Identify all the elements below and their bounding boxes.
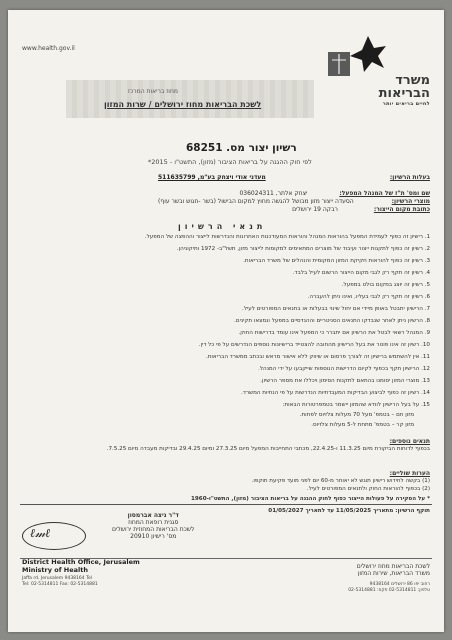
- footer-address-he-line2: טלפון: 02-5314811 פקס: 02-5314881: [348, 588, 430, 593]
- condition-item: 15. על בעל הרישיון לוודא שהמזון יישמר בטמפרטורות הבאות:: [282, 402, 430, 408]
- district-office: מחוז בריאות המרכז: [128, 88, 178, 95]
- product-row: [158, 198, 430, 205]
- address-label: כתובת מקום הייצור:: [373, 206, 430, 213]
- footer-address-he-line1: רחוב יפו 86 ירושלים 9438164: [369, 582, 430, 587]
- condition-item: 14. רשיון זה כפוף לביצוע הבדיקות המעבדתיות הנדרשות על פי הנחיות המשרד.: [241, 390, 430, 396]
- footer-address-en-line1: Jaffa rd. Jerusalem 9438164 Tel: [22, 576, 93, 581]
- remark-line: (2) בכפוף להוראות החוק ולתנאים המפורטים לעיל.: [306, 486, 430, 492]
- ministry-name: [379, 74, 430, 107]
- remark-line: * על הסקירה על פעולות הייצור כפוף לחוק ההגנה על בריאות הציבור (מזון), התשט"ו-1960: [191, 496, 430, 502]
- condition-item: 8. הרשיון ניתן לאחר שנבדקו התנאים הסניטריים וההנדסיים במפעל ונמצאו תקינים.: [234, 318, 430, 324]
- footer-office-he: [357, 563, 430, 577]
- footer-office-en: [22, 558, 140, 574]
- condition-item: 12. הרישיון תקף בכפוף לקיום הדרישות הנוספות שייקבעו על ידי המנהל.: [258, 366, 430, 372]
- conditions-title: תנאי הרשיון: [178, 222, 267, 231]
- holder-row: [390, 174, 430, 181]
- footer-office-en-line1: District Health Office, Jerusalem: [22, 558, 140, 566]
- signatory-name: ד"ר ניצה אברמסון: [127, 512, 179, 519]
- condition-item: 4. רשיון זה תקף רק לגבי מקום הייצור הרשום לעיל בלבד.: [292, 270, 430, 276]
- ministry-slogan: לחיים בריאים יותר: [382, 101, 430, 107]
- condition-bullet: מזון חם – בטמפ' מעל 70 מעלות צלזיוס לפחות.: [299, 412, 414, 418]
- product-label: מוצרי הרשיון:: [391, 198, 430, 205]
- condition-item: 13. מוצרי המזון יסומנו בהתאם לתקנות הסימון ויכללו את מספר הרשיון.: [260, 378, 430, 384]
- product-value: הסעדה ייצור מזון מבושל להגשה מחוץ למקום הבישול (בשר -חגוש ובשר עוף): [158, 198, 354, 205]
- license-document: [8, 10, 444, 632]
- remarks-label: הערות שוליים:: [389, 470, 430, 477]
- condition-item: 1. רישיון זה כפוף לעמידת המפעל בהוראות המנהל והוראות המעודכנות האחרונות והנדרשות לייצור וההפצה של המפעל.: [144, 234, 430, 240]
- footer-office-he-line2: משרד הבריאות, שירות המזון: [357, 570, 430, 577]
- condition-item: 7. הרישיון יתבטל באופן מיידי אם יחול שינוי בבעלות או בתנאים המפורטים לעיל.: [242, 306, 430, 312]
- condition-item: 9. המנהל רשאי לבטל את הרשיון אם יתברר כי המפעל אינו עומד בדרישות החוק.: [238, 330, 430, 336]
- address-value: רבקה 19 ירושלים: [292, 206, 338, 213]
- condition-item: 3. רשיון זה כפוף להוראות חקיקת המזון המקומית והנהלים של משרד הבריאות.: [243, 258, 430, 264]
- divider: [20, 504, 432, 505]
- condition-item: 5. רשיון זה יוצג במקום בולט במפעל.: [341, 282, 430, 288]
- manager-label: שם ומס' ת"ז של המנהל המפעל:: [339, 190, 430, 197]
- notes-label: תנאים נוספים:: [389, 438, 430, 445]
- condition-item: 6. רשיון זה תקף רק לגבי בעליו, ואינו ניתן להעברה.: [307, 294, 430, 300]
- remark-line: (1) בקשה לחידוש רישיון תוגש לא יאוחר מ-60 יום לפני מועד פקיעת תוקפו.: [251, 478, 430, 484]
- condition-item: 10. רשיון זה אינו פוטר את בעל הרישיון מהחובה להצטייד ברישיונות נוספים הנדרשים על פי כל דין.: [198, 342, 430, 348]
- footer-address-he: [348, 582, 430, 594]
- signatory-license: מס' רישיון 20910: [130, 533, 177, 540]
- footer-address-en-line2: Tel: 02-5314811 Fax: 02-5314881: [22, 582, 98, 587]
- address-row: [292, 206, 430, 213]
- manager-row: [239, 190, 430, 197]
- manager-value: יצחק אלתר, 036024311: [239, 190, 308, 197]
- license-title: רשיון יצור מס. 68251: [186, 142, 297, 154]
- condition-item: 2. רשיון זה כפוף לתקנות ייצור ועיבוד של מוצרים המתאימים למקומות לייצור מזון, תשל"ב- 1972 ותיקוניהן.: [176, 246, 430, 252]
- website-url: www.health.gov.il: [22, 45, 75, 52]
- department-name: לשכת הבריאות מחוז ירושלים / שרות המזון: [104, 100, 262, 109]
- license-subtitle: לפי חוק ההגנה על בריאות הציבור (מזון), התשט"ו - 2015*: [148, 158, 312, 166]
- handwritten-signature: ℓ𝓂ℓ: [30, 526, 51, 540]
- footer-office-en-line2: Ministry of Health: [22, 566, 88, 574]
- condition-bullet: מזון קר – בטמפ' מתחת ל-5 מעלות צלזיוס.: [311, 422, 414, 428]
- signatory-role: סגנית רופאת המחוז: [128, 519, 179, 526]
- header-banner: [66, 80, 314, 118]
- footer-office-he-line1: לשכת הבריאות מחוז ירושלים: [356, 563, 430, 570]
- ministry-name-line1: משרד: [395, 73, 430, 88]
- ministry-name-line2: הבריאות: [378, 86, 430, 101]
- footer-address-en: [22, 576, 98, 588]
- holder-label: בעלות הרשיון:: [389, 174, 430, 181]
- signatory-office: לשכת הבריאות המחוזית ירושלים: [112, 526, 195, 533]
- condition-item: 11. אין להשתמש ברישיון זה לצורך פרסום או שיווק ללא אישור מראש ובכתב ממשרד הבריאות.: [205, 354, 430, 360]
- notes-text: בכפוף לדוחות הביקורת מיום 11.3.25 ו-22.4.25, מכתבי התחייבות המפעל מיום 27.3.25 ומיום 29.4.25 ובדיקות מעבדה מיום 7.5.25.: [106, 446, 430, 452]
- signatory-block: [112, 512, 194, 540]
- holder-name: מעדני אודי ויצחק בע"מ, 511635799: [158, 174, 266, 181]
- validity-period: תוקף הרשיון: מתאריך 11/05/2025 עד לתאריך 01/05/2027: [268, 508, 430, 514]
